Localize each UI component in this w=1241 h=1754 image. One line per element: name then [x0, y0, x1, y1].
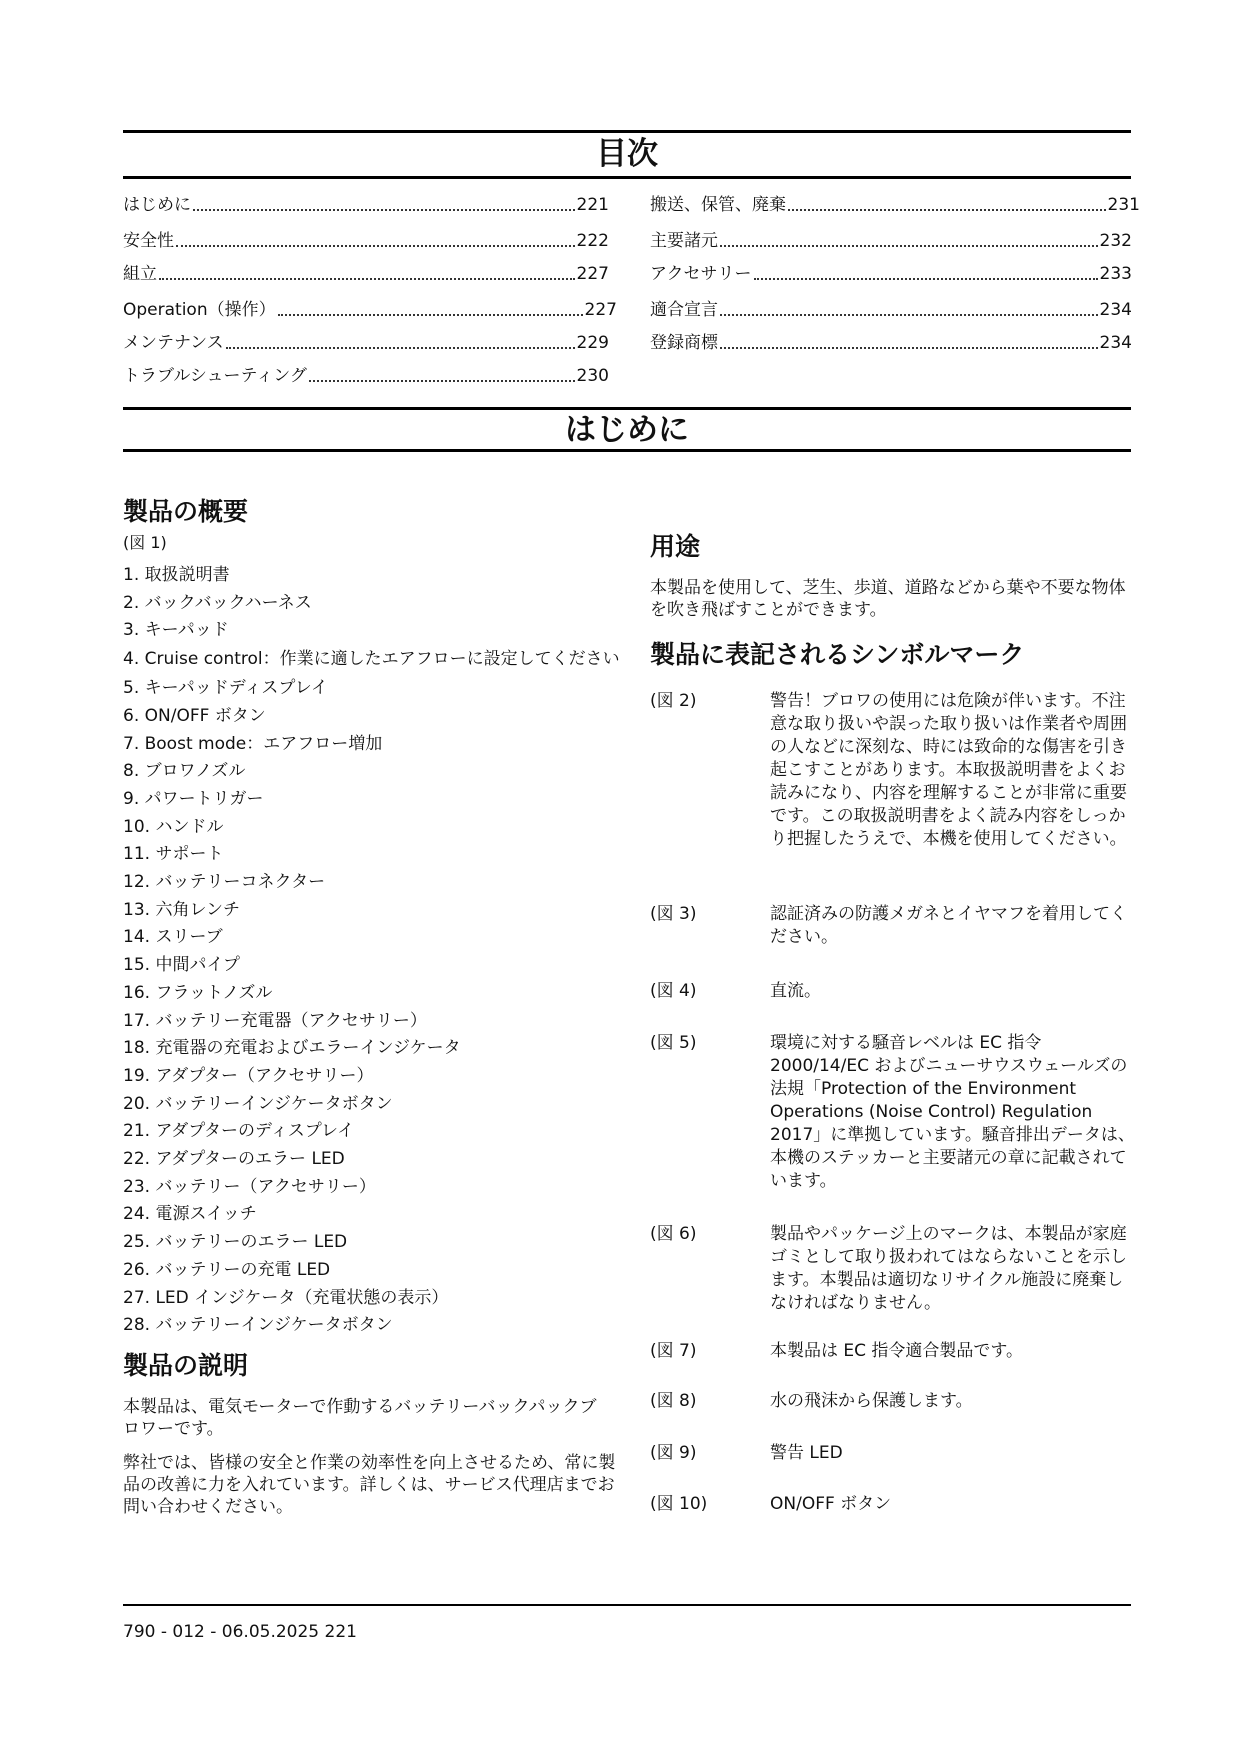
- toc-leader: [176, 244, 575, 247]
- overview-fig-ref: (図 1): [123, 533, 167, 552]
- usage-text: 本製品を使用して、芝生、歩道、道路などから葉や不要な物体を吹き飛ばすことができます。: [650, 578, 1126, 620]
- list-item: 21. アダプターのディスプレイ: [123, 1121, 355, 1142]
- symbol-entry: [650, 1390, 1140, 1413]
- symbol-text: 認証済みの防護メガネとイヤマフを着用してください。: [770, 904, 1127, 947]
- toc-label: 組立: [123, 264, 157, 284]
- description-heading: 製品の説明: [123, 1350, 249, 1380]
- description-paragraph: 本製品は、電気モーターで作動するバッテリーバックパックブロワーです。: [123, 1396, 597, 1439]
- toc-leader: [788, 208, 1106, 211]
- toc-label: 安全性: [123, 231, 174, 251]
- list-item: 28. バッテリーインジケータボタン: [123, 1315, 393, 1336]
- symbol-ref: (図 6): [650, 1224, 697, 1244]
- toc-entry[interactable]: [123, 328, 609, 353]
- toc-label: 主要諸元: [650, 231, 718, 251]
- toc-leader: [278, 313, 583, 316]
- list-item: 6. ON/OFF ボタン: [123, 705, 266, 726]
- symbol-entry: [650, 903, 1140, 949]
- toc-entry[interactable]: [123, 190, 609, 215]
- toc-entry[interactable]: [123, 295, 617, 320]
- toc-page: 221: [576, 195, 609, 215]
- symbol-entry: [650, 980, 1140, 1003]
- list-item: 18. 充電器の充電およびエラーインジケータ: [123, 1038, 461, 1059]
- list-item: 22. アダプターのエラー LED: [123, 1149, 345, 1170]
- list-item: 1. 取扱説明書: [123, 565, 230, 585]
- toc-bottom-rule: [123, 176, 1131, 179]
- toc-leader: [309, 379, 575, 382]
- overview-heading: 製品の概要: [123, 497, 249, 526]
- list-item: 17. バッテリー充電器（アクセサリー）: [123, 1010, 427, 1031]
- symbol-ref: (図 8): [650, 1391, 697, 1411]
- toc-label: 登録商標: [650, 333, 718, 353]
- toc-leader: [159, 277, 575, 280]
- toc-leader: [193, 208, 575, 211]
- list-item: 12. バッテリーコネクター: [123, 872, 326, 893]
- list-item: 15. 中間パイプ: [123, 955, 240, 976]
- list-item: 5. キーパッドディスプレイ: [123, 678, 328, 699]
- toc-entry[interactable]: [123, 259, 609, 284]
- toc-label: 適合宣言: [650, 300, 718, 320]
- symbol-entry: [650, 1340, 1140, 1363]
- toc-page: 234: [1099, 333, 1132, 353]
- list-item: 27. LED インジケータ（充電状態の表示）: [123, 1287, 449, 1308]
- list-item: 14. スリーブ: [123, 927, 223, 948]
- list-item: 8. ブロワノズル: [123, 761, 246, 782]
- symbol-text: 環境に対する騒音レベルは EC 指令 2000/14/EC およびニューサウスウェールズの法規「Protection of the Environment Operations (Noise Control) Regulation 2017」に準拠しています。騒音排出データは、本機のステッカーと主要諸元の章に記載されています。: [770, 1033, 1135, 1191]
- list-item: 2. バックバックハーネス: [123, 592, 312, 613]
- list-item: 16. フラットノズル: [123, 982, 273, 1003]
- toc-top-rule: [123, 130, 1131, 133]
- symbol-text: ON/OFF ボタン: [770, 1494, 892, 1514]
- symbol-entry: [650, 1442, 1140, 1465]
- symbol-entry: [650, 690, 1140, 851]
- list-item: 11. サポート: [123, 844, 224, 865]
- symbol-ref: (図 3): [650, 904, 697, 924]
- list-item: 10. ハンドル: [123, 816, 224, 837]
- toc-leader: [720, 244, 1098, 247]
- toc-entry[interactable]: [650, 259, 1132, 284]
- list-item: 7. Boost mode：エアフロー増加: [123, 733, 383, 754]
- toc-label: トラブルシューティング: [123, 366, 307, 386]
- symbol-entry: [650, 1032, 1140, 1193]
- toc-title: 目次: [596, 136, 658, 172]
- list-item: 23. バッテリー（アクセサリー）: [123, 1176, 376, 1197]
- toc-page: 233: [1099, 264, 1132, 284]
- symbols-heading: 製品に表記されるシンボルマーク: [650, 640, 1025, 669]
- toc-page: 227: [576, 264, 609, 284]
- toc-leader: [754, 277, 1098, 280]
- toc-label: アクセサリー: [650, 264, 752, 284]
- symbol-ref: (図 4): [650, 981, 697, 1001]
- left-column: [123, 496, 623, 1518]
- symbol-text: 警告！ブロワの使用には危険が伴います。不注意な取り扱いや誤った取り扱いは作業者や周囲の人などに深刻な、時には致命的な傷害を引き起こすことがあります。本取扱説明書をよくお読みになり、内容を理解することが非常に重要です。この取扱説明書をよく読み内容をしっかり把握したうえで、本機を使用してください。: [770, 691, 1127, 849]
- footer-text: 790 - 012 - 06.05.2025 221: [123, 1622, 357, 1642]
- intro-title: はじめに: [565, 412, 689, 448]
- symbol-text: 水の飛沫から保護します。: [770, 1391, 973, 1411]
- toc-entry[interactable]: [650, 226, 1132, 251]
- toc-label: Operation（操作）: [123, 300, 276, 320]
- toc-entry[interactable]: [650, 295, 1132, 320]
- symbol-ref: (図 7): [650, 1341, 697, 1361]
- parts-list: [123, 562, 623, 1340]
- toc-label: はじめに: [123, 195, 191, 215]
- symbol-text: 本製品は EC 指令適合製品です。: [770, 1341, 1024, 1361]
- symbol-text: 直流。: [770, 981, 821, 1001]
- toc-leader: [720, 313, 1098, 316]
- list-item: 26. バッテリーの充電 LED: [123, 1259, 331, 1280]
- toc-page: 230: [576, 366, 609, 386]
- toc-page: 227: [584, 300, 617, 320]
- symbol-ref: (図 9): [650, 1443, 697, 1463]
- intro-bottom-rule: [123, 449, 1131, 452]
- symbol-ref: (図 5): [650, 1033, 697, 1053]
- symbol-entry: [650, 1223, 1140, 1315]
- symbol-ref: (図 10): [650, 1494, 708, 1514]
- toc-page: 231: [1107, 195, 1140, 215]
- toc-leader: [226, 346, 575, 349]
- list-item: 24. 電源スイッチ: [123, 1204, 257, 1225]
- toc-entry[interactable]: [650, 190, 1140, 215]
- list-item: 9. パワートリガー: [123, 788, 264, 809]
- toc-label: メンテナンス: [123, 333, 224, 353]
- toc-page: 222: [576, 231, 609, 251]
- toc-page: 232: [1099, 231, 1132, 251]
- description-paragraph: 弊社では、皆様の安全と作業の効率性を向上させるため、常に製品の改善に力を入れています。詳しくは、サービス代理店までお問い合わせください。: [123, 1452, 616, 1517]
- footer-rule: [123, 1604, 1131, 1606]
- list-item: 20. バッテリーインジケータボタン: [123, 1093, 393, 1114]
- toc-page: 234: [1099, 300, 1132, 320]
- symbol-text: 製品やパッケージ上のマークは、本製品が家庭ゴミとして取り扱われてはならないことを示します。本製品は適切なリサイクル施設に廃棄しなければなりません。: [770, 1224, 1127, 1313]
- list-item: 4. Cruise control：作業に適したエアフローに設定してください: [123, 649, 620, 670]
- toc-entry[interactable]: [123, 361, 609, 386]
- list-item: 25. バッテリーのエラー LED: [123, 1232, 348, 1253]
- usage-heading: 用途: [650, 532, 701, 561]
- list-item: 19. アダプター（アクセサリー）: [123, 1065, 374, 1086]
- symbol-entry: [650, 1493, 1140, 1516]
- symbol-text: 警告 LED: [770, 1443, 843, 1463]
- toc-entry[interactable]: [123, 226, 609, 251]
- right-column: [650, 531, 1140, 671]
- symbol-ref: (図 2): [650, 691, 697, 711]
- toc-entry[interactable]: [650, 328, 1132, 353]
- list-item: 3. キーパッド: [123, 620, 229, 641]
- toc-label: 搬送、保管、廃棄: [650, 195, 786, 215]
- list-item: 13. 六角レンチ: [123, 899, 241, 920]
- toc-page: 229: [576, 333, 609, 353]
- toc-leader: [720, 346, 1098, 349]
